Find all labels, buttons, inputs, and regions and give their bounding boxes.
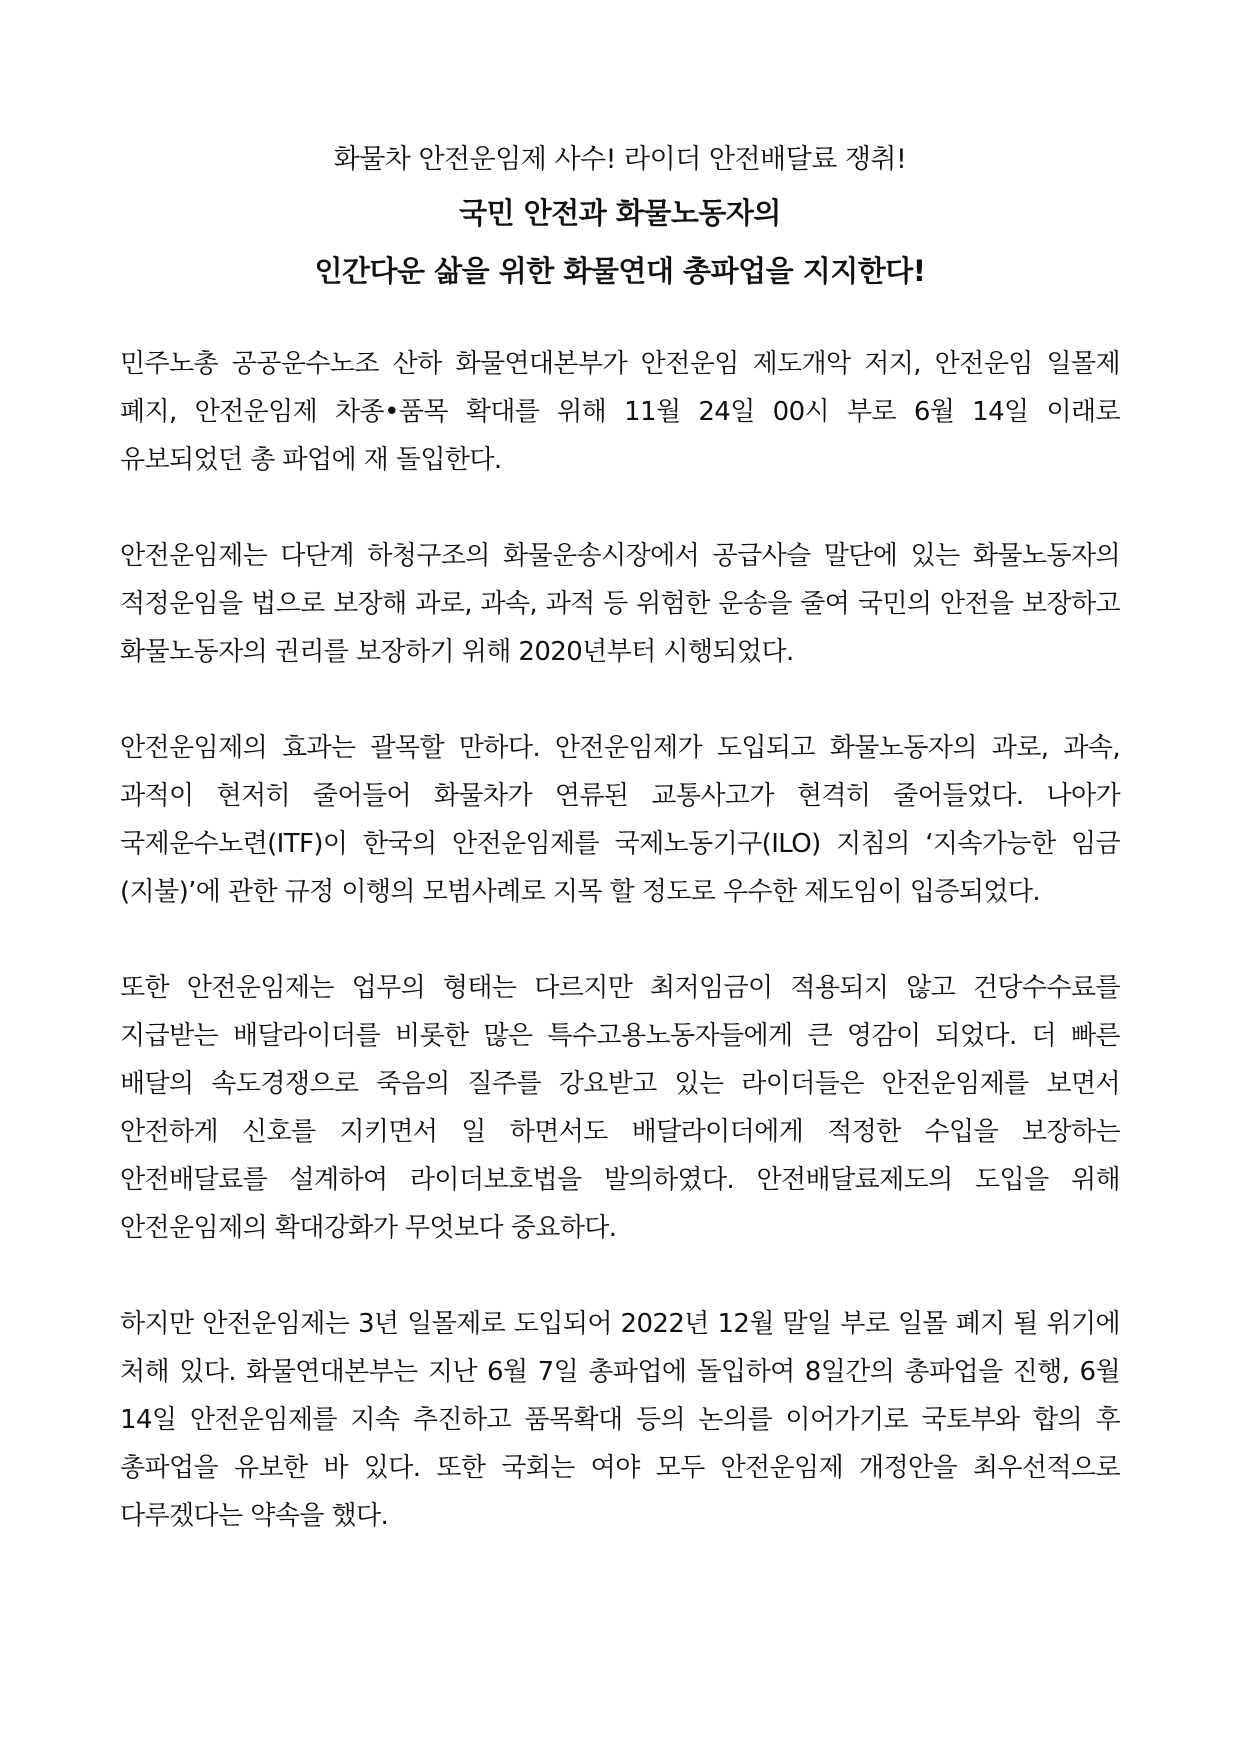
paragraph-2: 안전운임제는 다단계 하청구조의 화물운송시장에서 공급사슬 말단에 있는 화물노동자의 적정운임을 법으로 보장해 과로, 과속, 과적 등 위험한 운송을 줄여 국민의 안전을 보장하고 화물노동자의 권리를 보장하기 위해 2020년부터 시행되었다. (120, 541, 1120, 667)
document-page (120, 140, 1120, 1540)
document-subtitle: 화물차 안전운임제 사수! 라이더 안전배달료 쟁취! (333, 144, 907, 175)
paragraph-5: 하지만 안전운임제는 3년 일몰제로 도입되어 2022년 12월 말일 부로 일몰 폐지 될 위기에 처해 있다. 화물연대본부는 지난 6월 7일 총파업에 돌입하여 8일간의 총파업을 진행, 6월 14일 안전운임제를 지속 추진하고 품목확대 등의 논의를 이어가기로 국토부와 합의 후 총파업을 유보한 바 있다. 또한 국회는 여야 모두 안전운임제 개정안을 최우선적으로 다루겠다는 약속을 했다. (120, 1309, 1120, 1531)
paragraph-1: 민주노총 공공운수노조 산하 화물연대본부가 안전운임 제도개악 저지, 안전운임 일몰제 폐지, 안전운임제 차종•품목 확대를 위해 11월 24일 00시 부로 6월 14일 이래로 유보되었던 총 파업에 재 돌입한다. (120, 349, 1120, 475)
document-body (120, 340, 1120, 1540)
paragraph-4: 또한 안전운임제는 업무의 형태는 다르지만 최저임금이 적용되지 않고 건당수수료를 지급받는 배달라이더를 비롯한 많은 특수고용노동자들에게 큰 영감이 되었다. 더 빠른 배달의 속도경쟁으로 죽음의 질주를 강요받고 있는 라이더들은 안전운임제를 보면서 안전하게 신호를 지키면서 일 하면서도 배달라이더에게 적정한 수입을 보장하는 안전배달료를 설계하여 라이더보호법을 발의하였다. 안전배달료제도의 도입을 위해 안전운임제의 확대강화가 무엇보다 중요하다. (120, 973, 1120, 1243)
document-title-line-2: 인간다운 삶을 위한 화물연대 총파업을 지지한다! (314, 254, 926, 288)
paragraph-3: 안전운임제의 효과는 괄목할 만하다. 안전운임제가 도입되고 화물노동자의 과로, 과속, 과적이 현저히 줄어들어 화물차가 연류된 교통사고가 현격히 줄어들었다. 나아가 국제운수노련(ITF)이 한국의 안전운임제를 국제노동기구(ILO) 지침의 ‘지속가능한 임금(지불)’에 관한 규정 이행의 모범사례로 지목 할 정도로 우수한 제도임이 입증되었다. (120, 733, 1120, 907)
document-title-line-1: 국민 안전과 화물노동자의 (459, 196, 781, 230)
